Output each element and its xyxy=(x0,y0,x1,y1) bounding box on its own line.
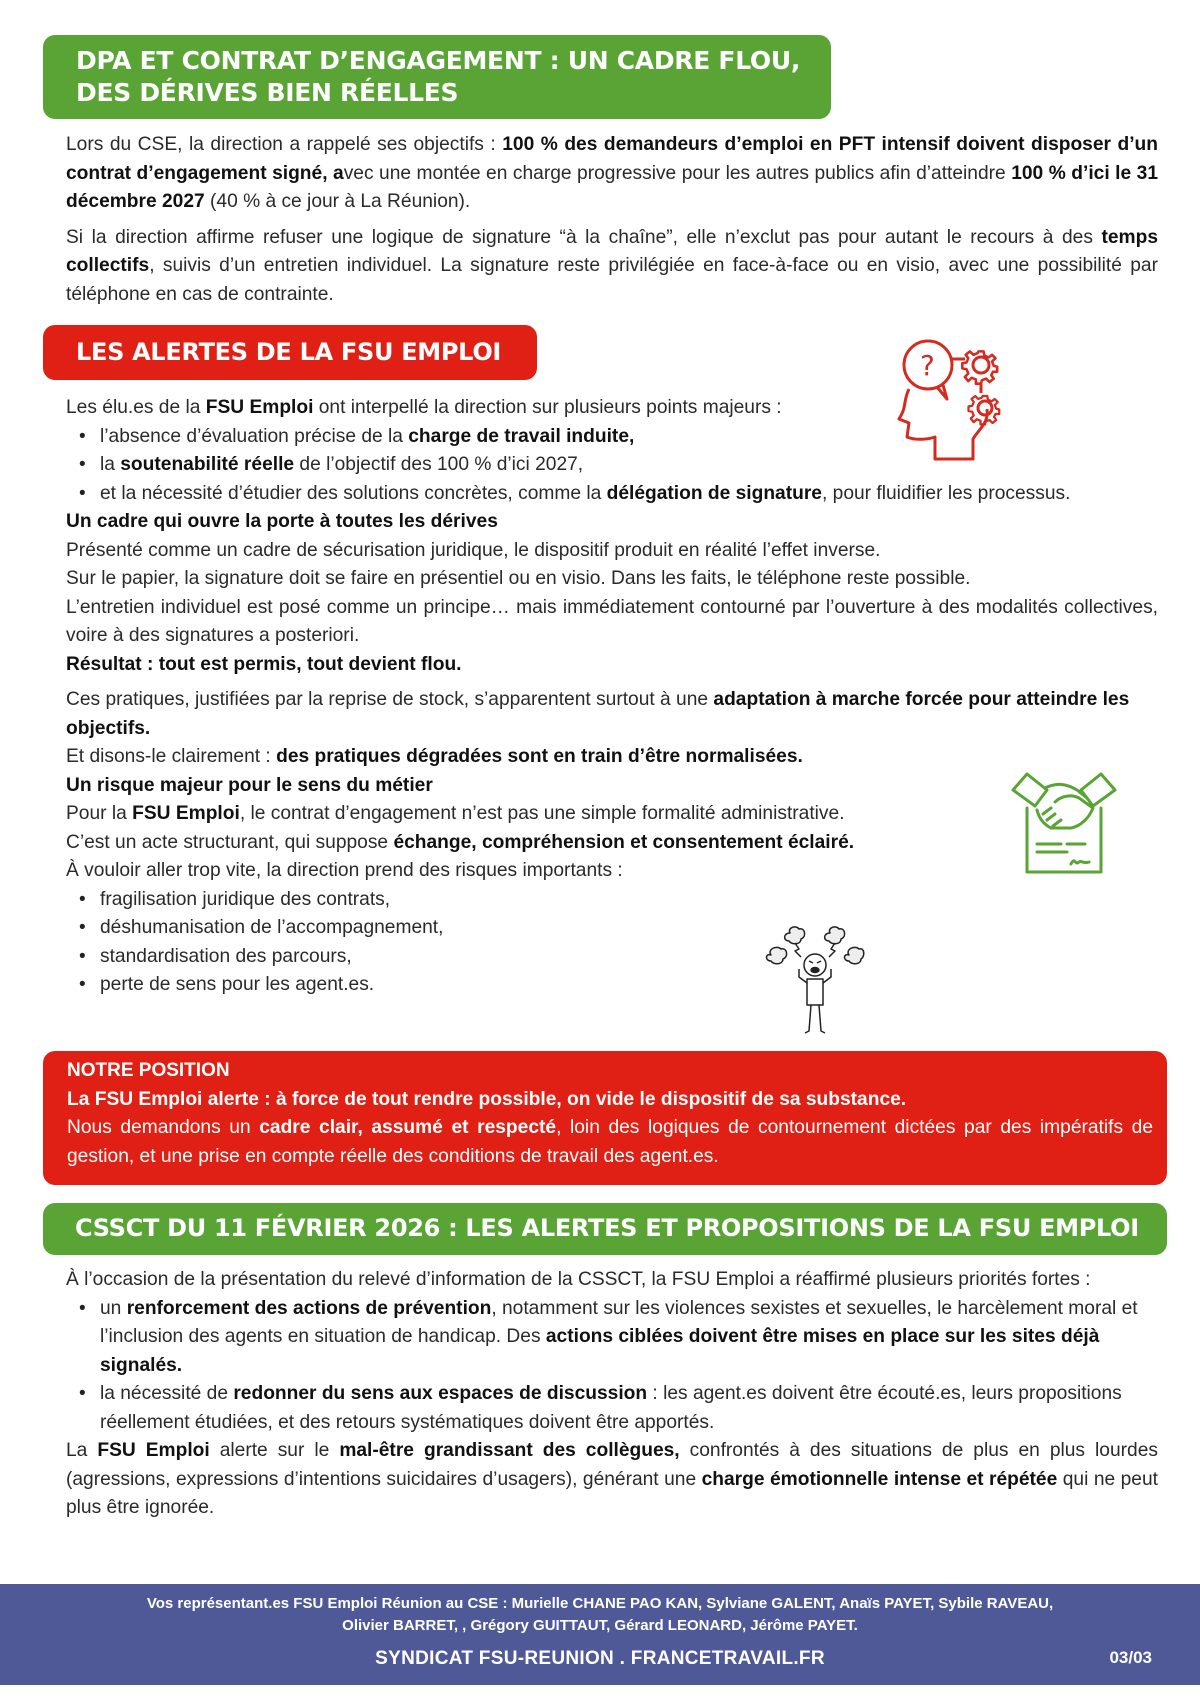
list-item: • standardisation des parcours, xyxy=(100,943,1158,972)
section-heading-dpa-contrat xyxy=(43,35,831,119)
practices-paragraph: Ces pratiques, justifiées par la reprise de stock, s’apparentent surtout à une adaptation à marche forcée pour atteindre les objectifs. xyxy=(66,689,1130,739)
clearly-statement: Et disons-le clairement : des pratiques dégradées sont en train d’être normalisées. xyxy=(66,746,803,767)
paragraph-objectives: Lors du CSE, la direction a rappelé ses objectifs : 100 % des demandeurs d’emploi en PFT intensif doivent disposer d’un contrat d’engagement signé, avec une montée en charge progressive pour les autres publics afin d’atteindre 100 % d’ici le 31 décembre 2027 (40 % à ce jour à La Réunion). xyxy=(66,134,1158,212)
risque-line: C’est un acte structurant, qui suppose échange, compréhension et consentement éclairé. xyxy=(66,831,855,853)
handshake-contract-icon xyxy=(1005,768,1123,880)
cssct-priorities-list xyxy=(66,1295,1158,1438)
angry-stick-figure-icon xyxy=(765,925,865,1040)
section3-body xyxy=(66,1266,1158,1523)
position-demand: Nous demandons un cadre clair, assumé et respecté, loin des logiques de contournement dictées par des impératifs de gestion, et une prise en compte réelle des conditions de travail des agent.es. xyxy=(67,1117,1154,1167)
list-item: • déshumanisation de l’accompagnement, xyxy=(100,914,1158,943)
footer xyxy=(0,1584,1200,1685)
section-heading-cssct: CSSCT DU 11 FÉVRIER 2026 : LES ALERTES ET PROPOSITIONS DE LA FSU EMPLOI xyxy=(43,1203,1167,1255)
page-number: 03/03 xyxy=(1109,1648,1152,1667)
union-website: SYNDICAT FSU-REUNION . FRANCETRAVAIL.FR xyxy=(375,1648,825,1669)
paragraph-signature: Si la direction affirme refuser une logique de signature “à la chaîne”, elle n’exclut pas pour autant le recours à des temps collectifs, suivis d’un entretien individuel. La signature reste privilégiée en face-à-face ou en visio, avec une possibilité par téléphone en cas de contrainte. xyxy=(66,226,1158,305)
svg-text:?: ? xyxy=(920,349,935,382)
representatives: Vos représentant.es FSU Emploi Réunion au CSE : Murielle CHANE PAO KAN, Sylviane GALENT, Anaïs PAYET, Sybile RAVEAU, Olivier BARRET, , Grégory GUITTAUT, Gérard LEONARD, Jérôme PAYET. xyxy=(146,1595,1054,1634)
position-alert: La FSU Emploi alerte : à force de tout rendre possible, on vide le dispositif de sa substance. xyxy=(67,1088,907,1110)
list-item: • un renforcement des actions de prévention, notamment sur les violences sexistes et sexuelles, le harcèlement moral et l’inclusion des agents en situation de handicap. Des actions ciblées doivent être mises en place sur les sites déjà signalés. xyxy=(100,1295,1158,1381)
subheading-derives: Un cadre qui ouvre la porte à toutes les dérives xyxy=(66,511,498,532)
list-item: • la nécessité de redonner du sens aux espaces de discussion : les agent.es doivent être écouté.es, leurs propositions réellement étudiées, et des retours systématiques doivent être apportés. xyxy=(100,1380,1158,1437)
list-item: • fragilisation juridique des contrats, xyxy=(100,886,1158,915)
list-item: • l’absence d’évaluation précise de la charge de travail induite, xyxy=(100,423,1158,452)
risks-list xyxy=(66,886,1158,1000)
section2-body xyxy=(66,394,1158,1000)
section-heading-alertes: LES ALERTES DE LA FSU EMPLOI xyxy=(43,325,537,380)
cssct-closing: La FSU Emploi alerte sur le mal-être grandissant des collègues, confrontés à des situations de plus en plus lourdes (agressions, expressions d’intentions suicidaires d’usagers), générant une charge émotionnelle intense et répétée qui ne peut plus être ignorée. xyxy=(66,1440,1158,1518)
list-item: • et la nécessité d’étudier des solutions concrètes, comme la délégation de signature, pour fluidifier les processus. xyxy=(100,480,1158,509)
derives-line: Sur le papier, la signature doit se faire en présentiel ou en visio. Dans les faits, le téléphone reste possible. xyxy=(66,568,971,589)
derives-line: Présenté comme un cadre de sécurisation juridique, le dispositif produit en réalité l’effet inverse. xyxy=(66,539,881,561)
risque-line: Pour la FSU Emploi, le contrat d’engagement n’est pas une simple formalité administrative. xyxy=(66,803,845,824)
subheading-risque: Un risque majeur pour le sens du métier xyxy=(66,774,433,796)
result-statement: Résultat : tout est permis, tout devient flou. xyxy=(66,653,462,675)
cssct-intro: À l’occasion de la présentation du relevé d’information de la CSSCT, la FSU Emploi a réaffirmé plusieurs priorités fortes : xyxy=(66,1269,1091,1290)
derives-entretien: L’entretien individuel est posé comme un principe… mais immédiatement contourné par l’ouverture à des modalités collectives, voire à des signatures a posteriori. xyxy=(66,596,1158,646)
heading-line-2: DES DÉRIVES BIEN RÉELLES xyxy=(76,78,459,107)
heading-line-1: DPA ET CONTRAT D’ENGAGEMENT : UN CADRE FLOU, xyxy=(76,46,801,75)
list-item: • la soutenabilité réelle de l’objectif des 100 % d’ici 2027, xyxy=(100,451,1158,480)
list-item: • perte de sens pour les agent.es. xyxy=(100,971,1158,1000)
alerts-intro: Les élu.es de la FSU Emploi ont interpellé la direction sur plusieurs points majeurs : xyxy=(66,397,782,418)
alerts-list xyxy=(66,423,1158,509)
section1-body xyxy=(66,131,1158,309)
position-title: NOTRE POSITION xyxy=(67,1060,230,1081)
position-callout xyxy=(43,1051,1167,1185)
risque-line: À vouloir aller trop vite, la direction prend des risques importants : xyxy=(66,860,623,881)
